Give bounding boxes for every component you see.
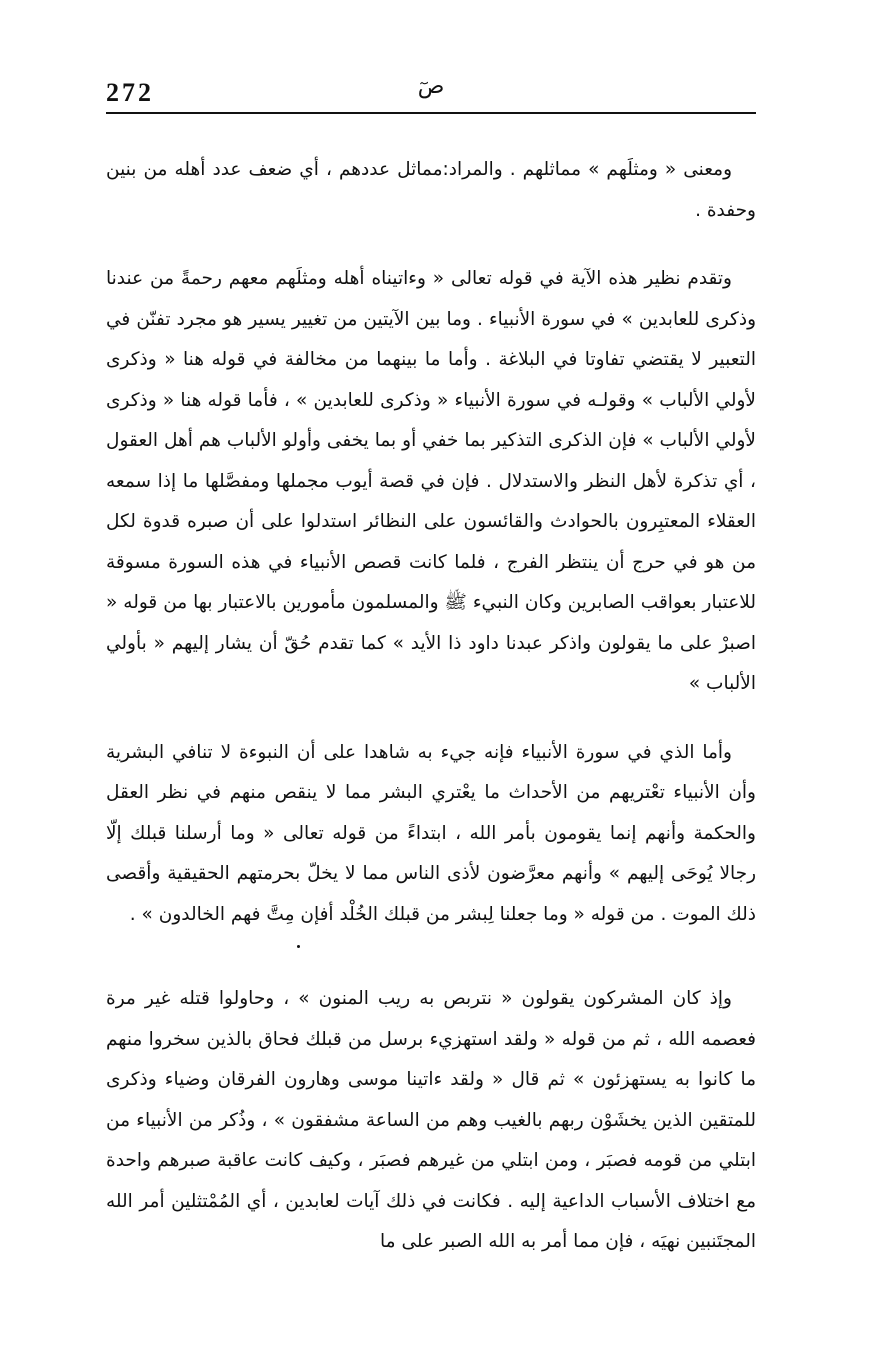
paragraph: وتقدم نظير هذه الآية في قوله تعالى « وءاتيناه أهله ومثلَهم معهم رحمةً من عندنا وذكرى للعابدين » في سورة الأنبياء . وما بين الآيتين من تغيير يسير هو مجرد تفنّن في التعبير لا يقتضي تفاوتا في البلاغة . وأما ما بينهما من مخالفة في قوله هنا « وذكرى لأولي الألباب » وقولـه في سورة الأنبياء « وذكرى للعابدين » ، فأما قوله هنا « وذكرى لأولي الألباب » فإن الذكرى التذكير بما خفي أو بما يخفى وأولو الألباب هم أهل العقول ، أي تذكرة لأهل النظر والاستدلال . فإن في قصة أيوب مجملها ومفصَّلها ما إذا سمعه العقلاء المعتبِرون بالحوادث والقائسون على النظائر استدلوا على أن صبره قدوة لكل من هو في حرج أن ينتظر الفرج ، فلما كانت قصص الأنبياء في هذه السورة مسوقة للاعتبار بعواقب الصابرين وكان النبيء ﷺ والمسلمون مأمورين بالاعتبار بها من قوله « اصبرْ على ما يقولون واذكر عبدنا داود ذا الأيد » كما تقدم حُقّ أن يشار إليهم « بأولي الألباب » [106, 268, 756, 694]
body-text [106, 150, 756, 1263]
surah-name: صٓ [417, 74, 445, 99]
page-number: 272 [106, 78, 154, 107]
paragraph: وأما الذي في سورة الأنبياء فإنه جيء به شاهدا على أن النبوءة لا تنافي البشرية وأن الأنبياء تعْتريهم من الأحداث ما يعْتري البشر مما لا ينقص منهم في نظر العقل والحكمة وأنهم إنما يقومون بأمر الله ، ابتداءً من قوله تعالى « وما أرسلنا قبلك إلّا رجالا يُوحَى إليهم » وأنهم معرَّضون لأذى الناس مما لا يخلّ بحرمتهم الحقيقية وأقصى ذلك الموت . من قوله « وما جعلنا لِبشر من قبلك الخُلْد أفإن مِتَّ فهم الخالدون » . [106, 741, 756, 925]
header-rule [106, 112, 756, 114]
paragraph: وإذ كان المشركون يقولون « نتربص به ريب المنون » ، وحاولوا قتله غير مرة فعصمه الله ، ثم من قوله « ولقد استهزيء برسل من قبلك فحاق بالذين سخروا منهم ما كانوا به يستهزئون » ثم قال « ولقد ءاتينا موسى وهارون الفرقان وضياء وذكرى للمتقين الذين يخشَوْن ربهم بالغيب وهم من الساعة مشفقون » ، وذُكر من الأنبياء من ابتلي من قومه فصبَر ، ومن ابتلي من غيرهم فصبَر ، وكيف كانت عاقبة صبرهم واحدة مع اختلاف الأسباب الداعية إليه . فكانت في ذلك آيات لعابدين ، أي المُمْتثلين أمر الله المجتَنبين نهيَه ، فإن مما أمر به الله الصبر على ما [106, 988, 756, 1252]
paragraph: ومعنى « ومثلَهم » مماثلهم . والمراد:مماثل عددهم ، أي ضعف عدد أهله من بنين وحفدة . [106, 159, 756, 221]
print-speck [297, 945, 300, 948]
page-header [106, 72, 756, 112]
